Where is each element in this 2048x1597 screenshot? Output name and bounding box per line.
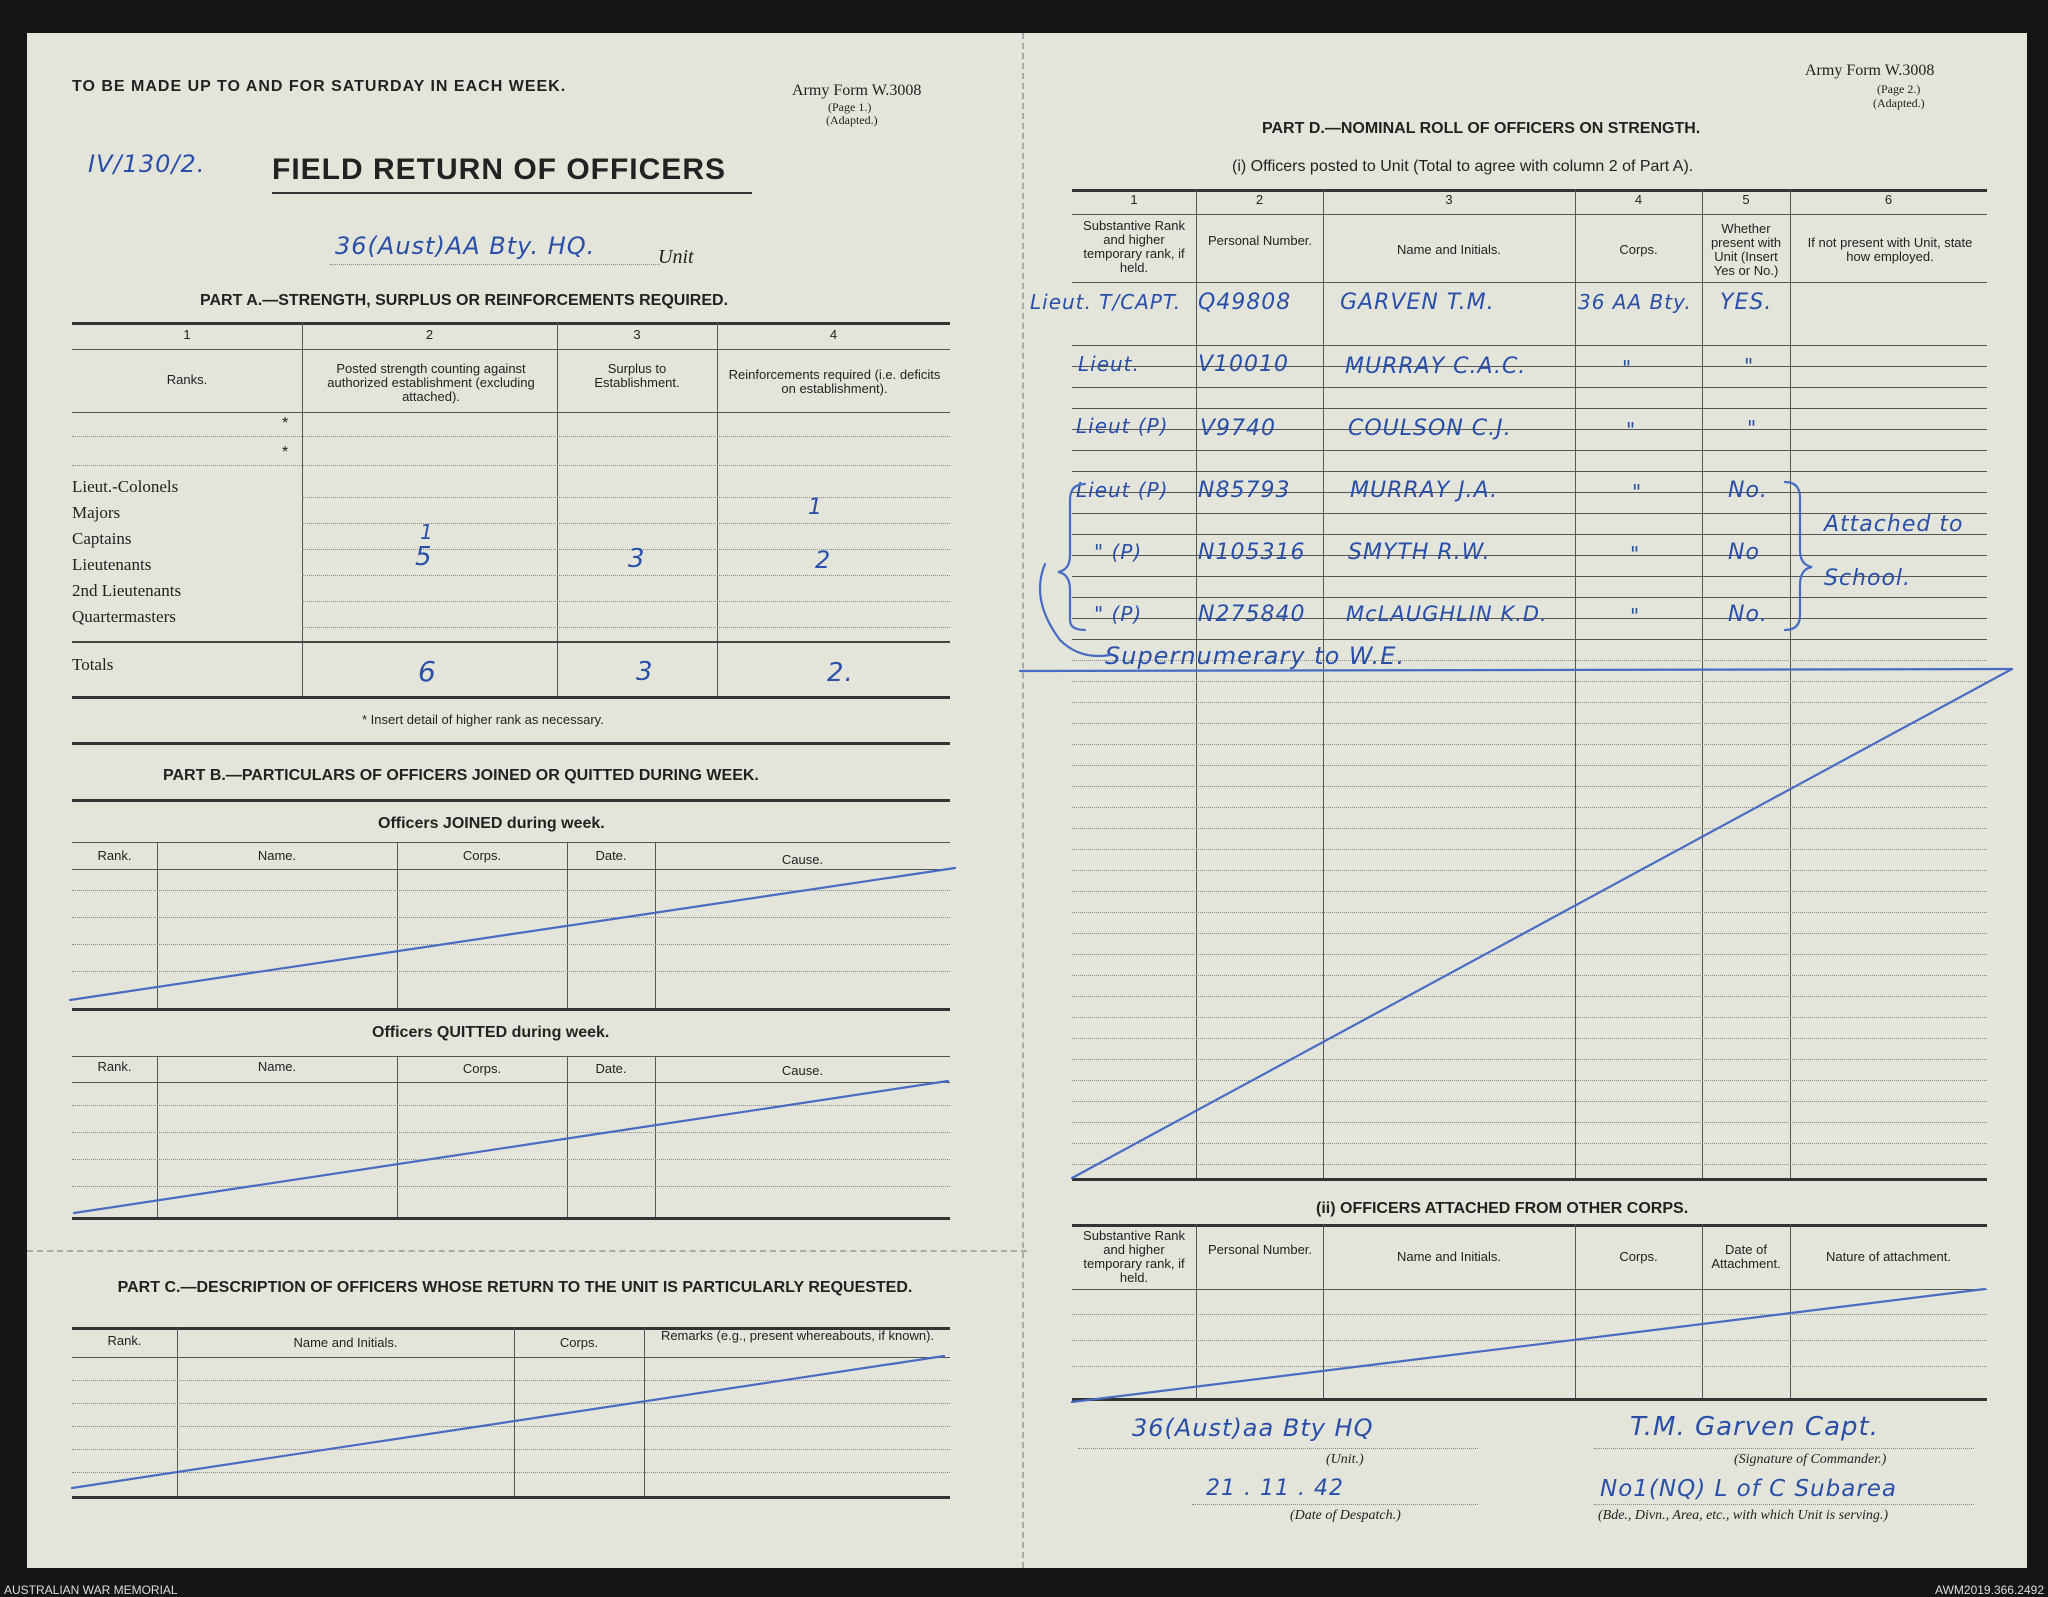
quitted-col-corps: Corps. [462, 1061, 502, 1076]
joined-col-cause: Cause. [781, 852, 824, 867]
captains-posted-value: 1 [420, 520, 434, 544]
officer-5-number: N105316 [1198, 540, 1306, 565]
officer-6-rank: " (P) [1094, 602, 1143, 626]
officer-4-present: No. [1728, 478, 1768, 503]
supernumerary-arrow [1040, 564, 1110, 656]
date-caption: (Date of Despatch.) [1290, 1508, 1401, 1523]
officer-5-present: No [1728, 540, 1760, 565]
officer-1-number: Q49808 [1198, 290, 1292, 315]
footer-right: AWM2019.366.2492 [1935, 1583, 2044, 1597]
adapted-label: (Adapted.) [826, 113, 878, 127]
part-a-heading: PART A.—STRENGTH, SURPLUS OR REINFORCEMENTS REQUIRED. [200, 292, 729, 309]
d-col-corps: Corps. [1619, 242, 1658, 257]
ii-col-corps: Corps. [1619, 1249, 1658, 1264]
joined-col-date: Date. [595, 848, 627, 863]
reference-number: IV/130/2. [88, 150, 206, 178]
officer-2-name: MURRAY C.A.C. [1345, 354, 1527, 379]
ii-col-date: Date of Attachment. [1711, 1242, 1781, 1271]
ii-col-nature: Nature of attachment. [1825, 1249, 1951, 1264]
total-surplus-value: 3 [636, 657, 654, 687]
part-c-col-rank: Rank. [107, 1333, 142, 1348]
d-col-number: 5 [1742, 192, 1750, 207]
d-col-name: Name and Initials. [1396, 242, 1502, 257]
roll-cutoff-line [1020, 669, 2012, 671]
ii-col-number: Personal Number. [1207, 1242, 1313, 1257]
col-number-2: 2 [425, 327, 434, 342]
formation-handwritten: No1(NQ) L of C Subarea [1600, 1476, 1898, 1502]
supernumerary-note: Supernumerary to W.E. [1105, 642, 1406, 670]
page-label-p2: (Page 2.) [1877, 82, 1921, 96]
ii-col-name: Name and Initials. [1396, 1249, 1502, 1264]
officer-3-number: V9740 [1200, 416, 1277, 441]
officer-5-rank: " (P) [1094, 540, 1143, 564]
col-surplus-head: Surplus to Establishment. [594, 361, 680, 390]
quitted-strike-line [74, 1081, 948, 1213]
commander-signature: T.M. Garven Capt. [1630, 1412, 1879, 1442]
part-b-heading: PART B.—PARTICULARS OF OFFICERS JOINED OR QUITTED DURING WEEK. [163, 767, 759, 784]
adapted-label-p2: (Adapted.) [1873, 96, 1925, 110]
officer-3-rank: Lieut (P) [1076, 414, 1169, 438]
officer-4-number: N85793 [1198, 478, 1291, 503]
lieutenants-reinf-value: 2 [815, 546, 832, 574]
signature-caption: (Signature of Commander.) [1734, 1452, 1887, 1467]
d-col-number-head: Personal Number. [1207, 233, 1313, 248]
unit-caption-p2: (Unit.) [1326, 1452, 1364, 1467]
officer-4-name: MURRAY J.A. [1350, 478, 1499, 503]
col-number-3: 3 [633, 327, 641, 342]
rank-quartermasters: Quartermasters [72, 607, 176, 626]
d-col-number: 2 [1255, 192, 1264, 207]
rank-majors: Majors [72, 503, 121, 522]
form-id: Army Form W.3008 [792, 82, 922, 99]
officer-1-present: YES. [1720, 290, 1773, 315]
despatch-date: 21 . 11 . 42 [1206, 1476, 1344, 1501]
joined-heading: Officers JOINED during week. [378, 815, 605, 832]
col-number-1: 1 [183, 327, 191, 342]
officer-5-corps: " [1630, 542, 1641, 566]
d-col-rank: Substantive Rank and higher temporary rank, if held. [1083, 218, 1185, 275]
officer-2-number: V10010 [1198, 352, 1290, 377]
officer-6-present: No. [1728, 602, 1768, 627]
officer-6-corps: " [1630, 604, 1641, 628]
total-posted-value: 6 [418, 655, 437, 688]
rank-2nd-lieutenants: 2nd Lieutenants [72, 581, 182, 600]
joined-col-rank: Rank. [97, 848, 132, 863]
part-c-col-name: Name and Initials. [293, 1335, 398, 1350]
rank-lieutenants: Lieutenants [72, 555, 152, 574]
officer-3-name: COULSON C.J. [1348, 416, 1512, 441]
d-col-number: 3 [1445, 192, 1453, 207]
form-title: FIELD RETURN OF OFFICERS [272, 153, 726, 186]
officer-1-corps: 36 AA Bty. [1578, 290, 1692, 314]
officer-5-name: SMYTH R.W. [1348, 540, 1491, 565]
joined-col-name: Name. [257, 848, 297, 863]
quitted-col-rank: Rank. [97, 1059, 132, 1074]
col-posted-head: Posted strength counting against authorized establishment (excluding attached). [327, 361, 535, 404]
officers-bracket-left [1058, 484, 1085, 630]
officer-4-corps: " [1632, 480, 1643, 504]
officer-2-present: " [1744, 354, 1755, 378]
form-id-p2: Army Form W.3008 [1805, 62, 1935, 79]
quitted-col-cause: Cause. [781, 1063, 824, 1078]
quitted-heading: Officers QUITTED during week. [372, 1024, 610, 1041]
part-c-strike-line [72, 1356, 944, 1488]
officer-4-rank: Lieut (P) [1076, 478, 1169, 502]
part-c-col-remarks: Remarks (e.g., present whereabouts, if known). [660, 1328, 935, 1343]
lieutenants-surplus-value: 3 [628, 544, 646, 574]
asterisk-mark: * [282, 444, 289, 461]
part-c-heading: PART C.—DESCRIPTION OF OFFICERS WHOSE RETURN TO THE UNIT IS PARTICULARLY REQUESTED. [117, 1279, 913, 1296]
attached-note: Attached to School. [1824, 512, 1964, 591]
totals-label: Totals [72, 655, 114, 674]
joined-col-corps: Corps. [462, 848, 502, 863]
section-i-heading: (i) Officers posted to Unit (Total to agree with column 2 of Part A). [1232, 158, 1694, 175]
asterisk-mark: * [282, 415, 289, 432]
roll-strike-line [1072, 669, 2012, 1178]
quitted-col-name: Name. [257, 1059, 297, 1074]
attached-strike-line [1072, 1289, 1985, 1402]
quitted-col-date: Date. [595, 1061, 627, 1076]
col-reinf-head: Reinforcements required (i.e. deficits on establishment). [728, 367, 941, 396]
part-c-col-corps: Corps. [559, 1335, 599, 1350]
officer-6-name: McLAUGHLIN K.D. [1346, 602, 1548, 626]
officer-2-rank: Lieut. [1078, 352, 1140, 376]
rank-lieut-colonels: Lieut.-Colonels [72, 477, 179, 496]
top-instruction: TO BE MADE UP TO AND FOR SATURDAY IN EACH WEEK. [72, 78, 567, 95]
officer-6-number: N275840 [1198, 602, 1306, 627]
rank-captains: Captains [72, 529, 132, 548]
joined-strike-line [70, 868, 955, 1000]
unit-handwritten-p2: 36(Aust)aa Bty HQ [1132, 1414, 1374, 1442]
footer-left: AUSTRALIAN WAR MEMORIAL [4, 1583, 178, 1597]
lieutenants-posted-value: 5 [415, 542, 433, 572]
ii-col-rank: Substantive Rank and higher temporary rank, if held. [1083, 1228, 1185, 1285]
officer-1-name: GARVEN T.M. [1340, 290, 1495, 315]
part-d-heading: PART D.—NOMINAL ROLL OF OFFICERS ON STRENGTH. [1262, 120, 1701, 137]
unit-label: Unit [658, 246, 694, 268]
unit-name: 36(Aust)AA Bty. HQ. [335, 232, 596, 260]
col-ranks-head: Ranks. [166, 372, 208, 387]
col-number-4: 4 [829, 327, 838, 342]
d-col-present: Whether present with Unit (Insert Yes or No.) [1710, 221, 1782, 278]
officer-3-corps: " [1626, 418, 1637, 442]
officer-2-corps: " [1622, 356, 1633, 380]
section-ii-heading: (ii) OFFICERS ATTACHED FROM OTHER CORPS. [1316, 1200, 1689, 1217]
majors-reinf-value: 1 [808, 495, 823, 520]
officers-bracket-right [1785, 482, 1812, 630]
d-col-number: 6 [1884, 192, 1893, 207]
d-col-employment: If not present with Unit, state how employed. [1807, 235, 1973, 264]
d-col-number: 1 [1130, 192, 1138, 207]
page-label: (Page 1.) [828, 100, 872, 114]
officer-1-rank: Lieut. T/CAPT. [1030, 290, 1182, 314]
officer-3-present: " [1747, 416, 1758, 440]
part-a-footnote: * Insert detail of higher rank as necessary. [362, 712, 604, 727]
d-col-number: 4 [1634, 192, 1643, 207]
formation-caption: (Bde., Divn., Area, etc., with which Unit is serving.) [1598, 1508, 1889, 1523]
total-reinf-value: 2. [827, 658, 854, 688]
